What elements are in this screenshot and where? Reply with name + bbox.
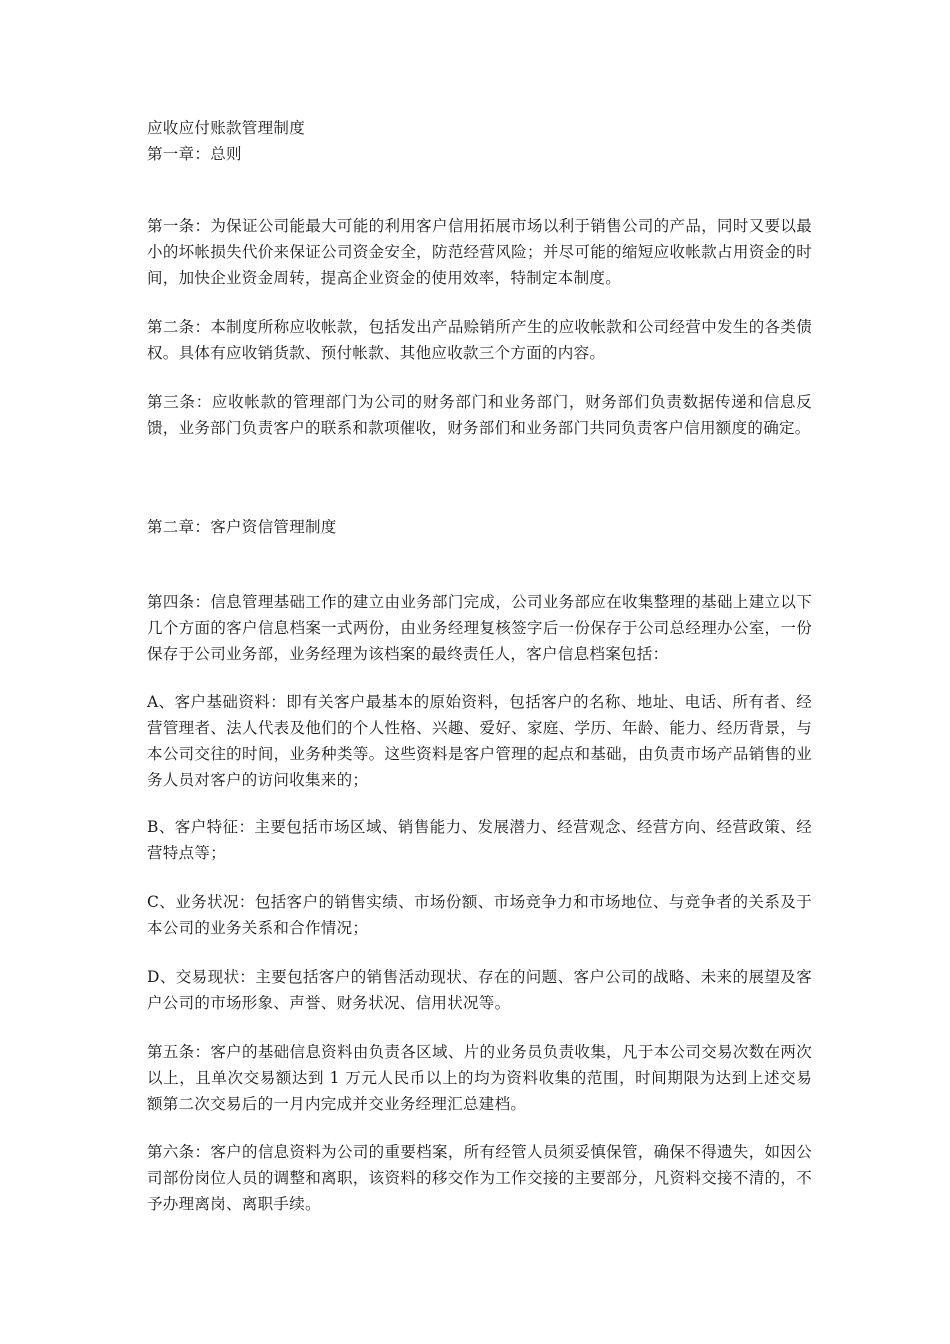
item-d: D、交易现状：主要包括客户的销售活动现状、存在的问题、客户公司的战略、未来的展望及客户公司的市场形象、声誉、财务状况、信用状况等。 bbox=[147, 968, 812, 1012]
chapter-2-heading: 第二章：客户资信管理制度 bbox=[147, 518, 337, 536]
article-3: 第三条：应收帐款的管理部门为公司的财务部门和业务部门，财务部们负责数据传递和信息反馈，业务部门负责客户的联系和款项催收，财务部们和业务部门共同负责客户信用额度的确定。 bbox=[147, 393, 812, 437]
document-title: 应收应付账款管理制度 bbox=[147, 119, 306, 137]
document-header bbox=[147, 115, 812, 167]
article-2: 第二条：本制度所称应收帐款，包括发出产品赊销所产生的应收帐款和公司经营中发生的各类债权。具体有应收销货款、预付帐款、其他应收款三个方面的内容。 bbox=[147, 318, 812, 362]
article-1: 第一条：为保证公司能最大可能的利用客户信用拓展市场以利于销售公司的产品，同时又要以最小的坏帐损失代价来保证公司资金安全，防范经营风险；并尽可能的缩短应收帐款占用资金的时间，加快企业资金周转，提高企业资金的使用效率，特制定本制度。 bbox=[147, 217, 812, 287]
article-5: 第五条：客户的基础信息资料由负责各区域、片的业务员负责收集，凡于本公司交易次数在两次以上，且单次交易额达到 1 万元人民币以上的均为资料收集的范围，时间期限为达到上述交易额第二次交易后的一月内完成并交业务经理汇总建档。 bbox=[147, 1043, 812, 1113]
chapter-1-heading: 第一章：总则 bbox=[147, 145, 242, 163]
item-c: C、业务状况：包括客户的销售实绩、市场份额、市场竞争力和市场地位、与竞争者的关系及于本公司的业务关系和合作情况； bbox=[147, 893, 812, 937]
item-b: B、客户特征：主要包括市场区域、销售能力、发展潜力、经营观念、经营方向、经营政策、经营特点等； bbox=[147, 818, 812, 862]
article-6: 第六条：客户的信息资料为公司的重要档案，所有经管人员须妥慎保管，确保不得遗失，如因公司部份岗位人员的调整和离职，该资料的移交作为工作交接的主要部分，凡资料交接不清的，不予办理离岗、离职手续。 bbox=[147, 1143, 812, 1213]
article-4: 第四条：信息管理基础工作的建立由业务部门完成，公司业务部应在收集整理的基础上建立以下几个方面的客户信息档案一式两份，由业务经理复核签字后一份保存于公司总经理办公室，一份保存于公司业务部，业务经理为该档案的最终责任人，客户信息档案包括： bbox=[147, 593, 812, 663]
item-a: A、客户基础资料：即有关客户最基本的原始资料，包括客户的名称、地址、电话、所有者、经营管理者、法人代表及他们的个人性格、兴趣、爱好、家庭、学历、年龄、能力、经历背景，与本公司交往的时间，业务种类等。这些资料是客户管理的起点和基础，由负责市场产品销售的业务人员对客户的访问收集来的； bbox=[147, 693, 812, 789]
